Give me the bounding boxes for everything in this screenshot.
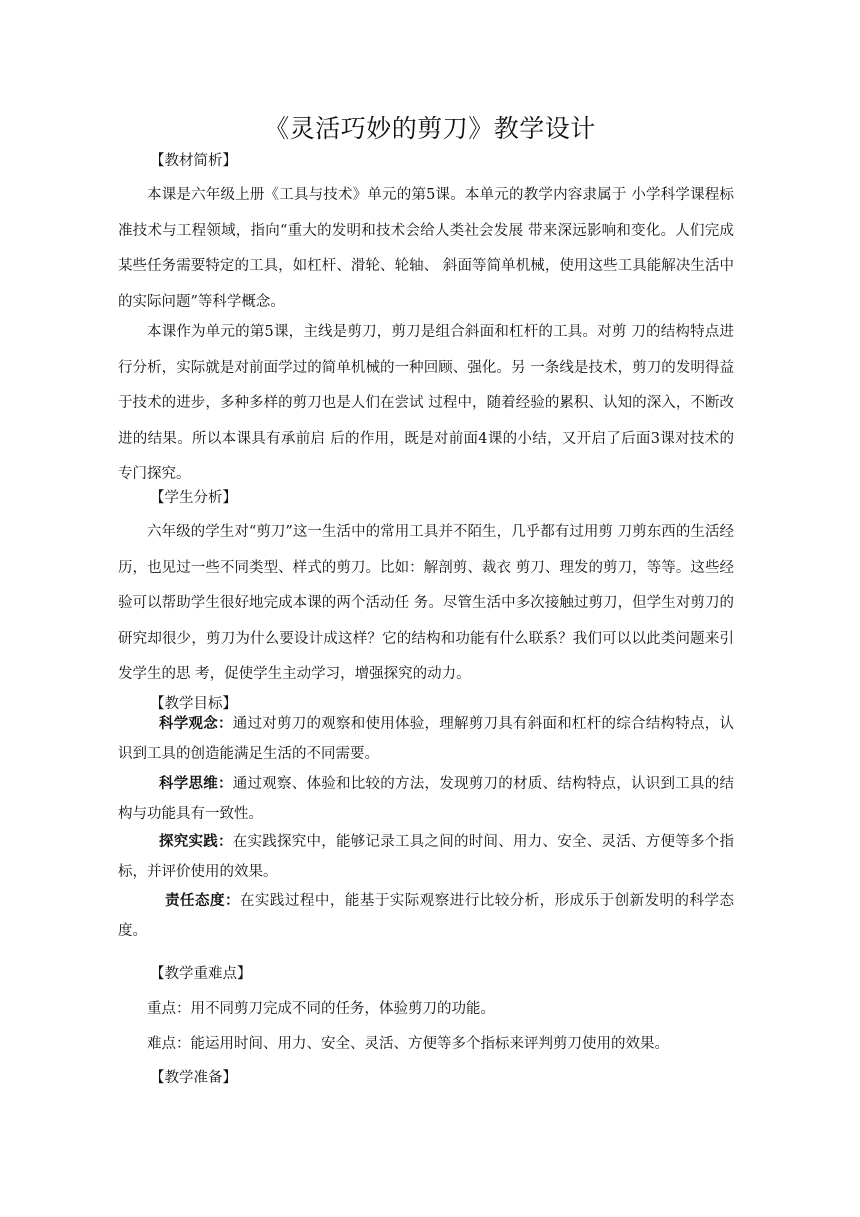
goal-label: 责任态度： bbox=[165, 892, 240, 909]
section-heading-student: 【学生分析】 bbox=[150, 490, 237, 506]
section-heading-analysis: 【教材简析】 bbox=[150, 153, 237, 169]
goal-science-thinking bbox=[118, 769, 734, 829]
section-heading-goals: 【教学目标】 bbox=[150, 696, 237, 712]
goal-science-concept bbox=[118, 709, 734, 769]
difficult-point: 难点：能运用时间、用力、安全、灵活、方便等多个指标来评判剪刀使用的效果。 bbox=[147, 1036, 669, 1052]
goal-text: 通过观察、体验和比较的方法，发现剪刀的材质、结构特点，认识到工具的结构与功能具有一致性。 bbox=[118, 776, 734, 822]
goal-label: 探究实践： bbox=[159, 833, 233, 850]
page-title: 《灵活巧妙的剪刀》教学设计 bbox=[264, 114, 596, 143]
goal-responsibility-attitude bbox=[118, 886, 734, 946]
goal-text: 通过对剪刀的观察和使用体验，理解剪刀具有斜面和杠杆的综合结构特点，认识到工具的创造能满足生活的不同需要。 bbox=[118, 716, 734, 762]
goal-label: 科学思维： bbox=[159, 775, 233, 792]
goal-text: 在实践过程中，能基于实际观察进行比较分析，形成乐于创新发明的科学态度。 bbox=[118, 893, 735, 939]
analysis-paragraph-2: 本课作为单元的第5课，主线是剪刀，剪刀是组合斜面和杠杆的工具。对剪 刀的结构特点进行分析，实际就是对前面学过的简单机械的一种回顾、强化。另 一条线是技术，剪刀的发明得益于技术的进步，多种多样的剪刀也是人们在尝试 过程中，随着经验的累积、认知的深入，不断改进的结果。所以本课具有承前启 后的作用，既是对前面4课的小结，又开启了后面3课对技术的专门探究。 bbox=[118, 324, 734, 482]
goal-label: 科学观念： bbox=[159, 715, 233, 732]
analysis-paragraph-1: 本课是六年级上册《工具与技术》单元的第5课。本单元的教学内容隶属于 小学科学课程标准技术与工程领域，指向“重大的发明和技术会给人类社会发展 带来深远影响和变化。人们完成某些任务需要特定的工具，如杠杆、滑轮、轮轴、 斜面等简单机械，使用这些工具能解决生活中的实际问题”等科学概念。 bbox=[118, 187, 734, 310]
section-heading-preparation: 【教学准备】 bbox=[150, 1070, 237, 1086]
goal-text: 在实践探究中，能够记录工具之间的时间、用力、安全、灵活、方便等多个指标，并评价使用的效果。 bbox=[118, 834, 734, 880]
key-point: 重点：用不同剪刀完成不同的任务，体验剪刀的功能。 bbox=[147, 1001, 495, 1017]
goal-inquiry-practice bbox=[118, 827, 734, 887]
student-paragraph: 六年级的学生对“剪刀”这一生活中的常用工具并不陌生，几乎都有过用剪 刀剪东西的生活经历，也见过一些不同类型、样式的剪刀。比如：解剖剪、裁衣 剪刀、理发的剪刀，等等。这些经验可以帮助学生很好地完成本课的两个活动任 务。尽管生活中多次接触过剪刀，但学生对剪刀的研究却很少，剪刀为什么要设计成这样？它的结构和功能有什么联系？我们可以以此类问题来引发学生的思 考，促使学生主动学习，增强探究的动力。 bbox=[118, 524, 734, 682]
section-heading-keypoints: 【教学重难点】 bbox=[150, 966, 252, 982]
